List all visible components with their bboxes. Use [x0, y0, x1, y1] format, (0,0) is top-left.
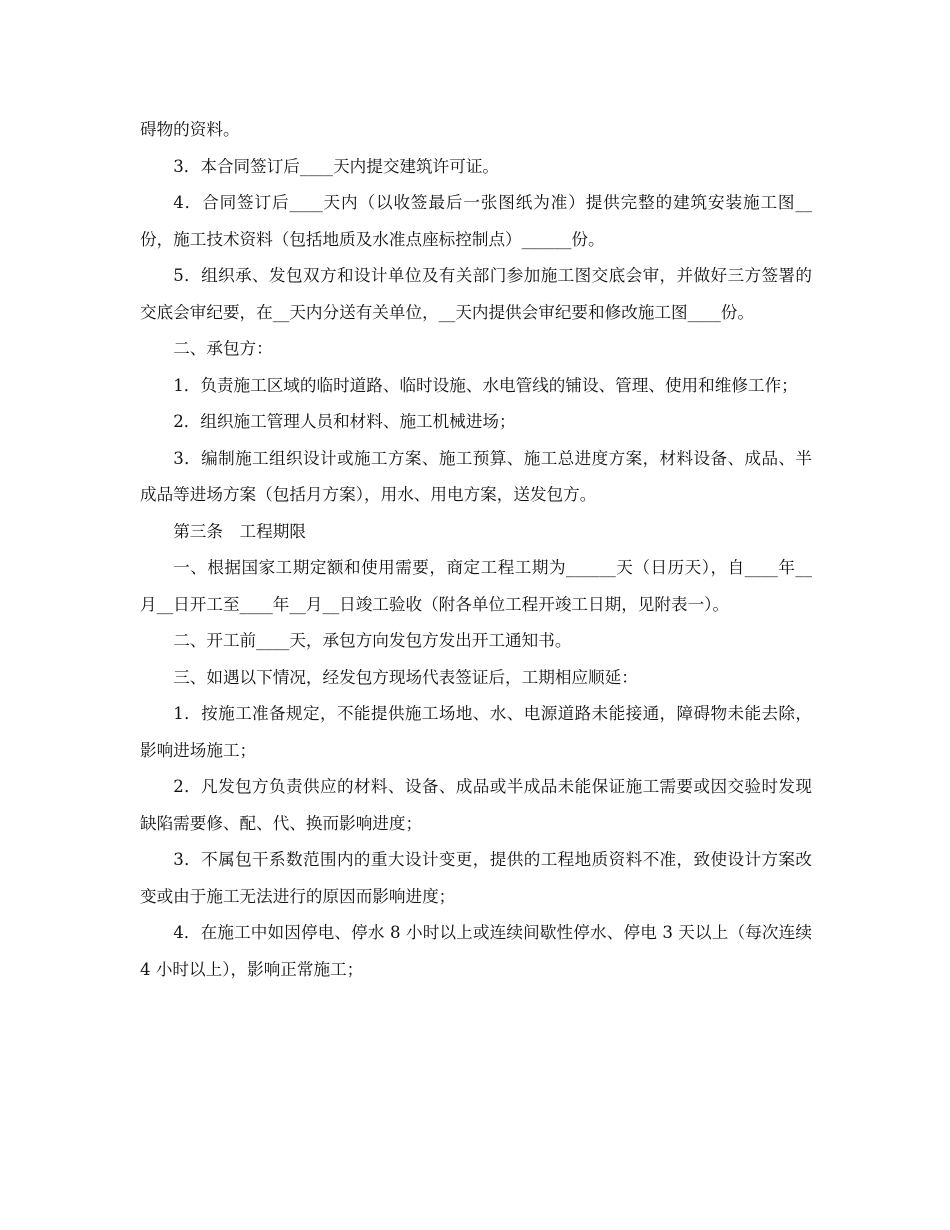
paragraph: 2．组织施工管理人员和材料、施工机械进场；	[173, 412, 516, 431]
paragraph: 3．不属包干系数范围内的重大设计变更，提供的工程地质资料不准，致使设计方案改变或由于施工无法进行的原因而影响进度；	[140, 850, 812, 906]
paragraph: 三、如遇以下情况，经发包方现场代表签证后，工期相应顺延：	[173, 667, 638, 687]
paragraph: 2．凡发包方负责供应的材料、设备、成品或半成品未能保证施工需要或因交验时发现缺陷需要修、配、代、换而影响进度；	[140, 777, 812, 833]
paragraph: 二、开工前____天，承包方向发包方发出开工通知书。	[173, 631, 572, 650]
paragraph: 4．在施工中如因停电、停水 8 小时以上或连续间歇性停水、停电 3 天以上（每次连续 4 小时以上），影响正常施工；	[140, 923, 812, 979]
paragraph: 4．合同签订后____天内（以收签最后一张图纸为准）提供完整的建筑安装施工图__份，施工技术资料（包括地质及水准点座标控制点）______份。	[140, 193, 812, 249]
paragraph: 一、根据国家工期定额和使用需要，商定工程工期为______天（日历天），自____年__月__日开工至____年__月__日竣工验收（附各单位工程开竣工日期，见附表一）。	[140, 558, 812, 614]
paragraph: 5．组织承、发包双方和设计单位及有关部门参加施工图交底会审，并做好三方签署的交底会审纪要，在__天内分送有关单位，__天内提供会审纪要和修改施工图____份。	[140, 266, 812, 322]
paragraph: 3．本合同签订后____天内提交建筑许可证。	[173, 156, 500, 176]
paragraph: 3．编制施工组织设计或施工方案、施工预算、施工总进度方案，材料设备、成品、半成品等进场方案（包括月方案），用水、用电方案，送发包方。	[140, 448, 812, 504]
article-heading: 第三条 工程期限	[173, 521, 306, 541]
paragraph: 碍物的资料。	[140, 120, 240, 139]
paragraph: 1．负责施工区域的临时道路、临时设施、水电管线的铺设、管理、使用和维修工作；	[173, 375, 798, 395]
document-body	[140, 112, 812, 988]
section-heading: 二、承包方：	[173, 339, 273, 358]
paragraph: 1．按施工准备规定，不能提供施工场地、水、电源道路未能接通，障碍物未能去除，影响进场施工；	[140, 704, 812, 760]
